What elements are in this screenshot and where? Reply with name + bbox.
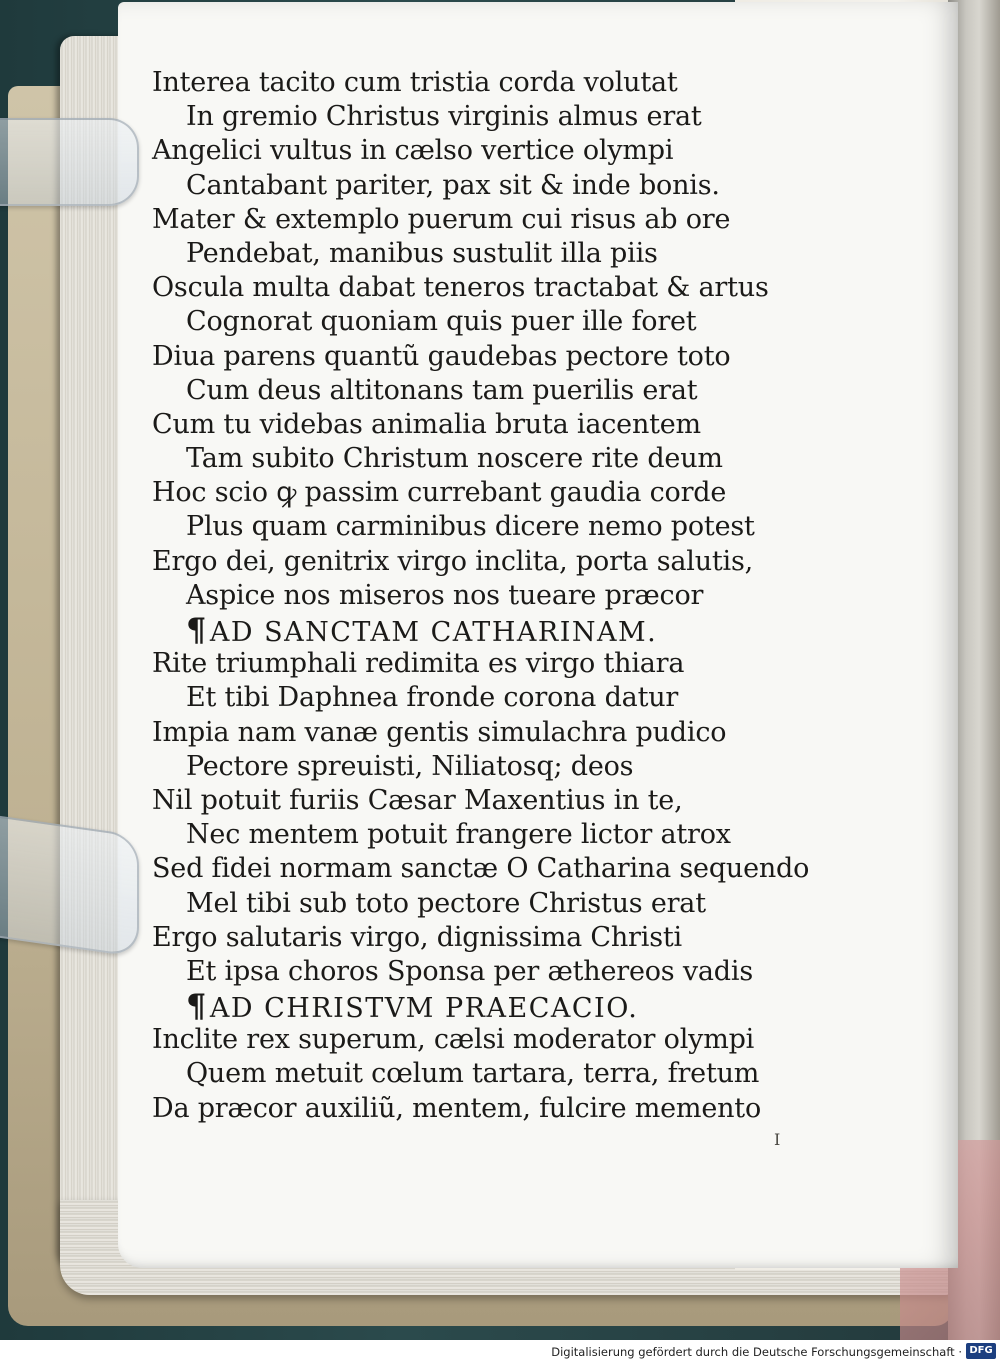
- verse-line: Cantabant pariter, pax sit & inde bonis.: [186, 169, 720, 201]
- dfg-logo: DFG: [966, 1343, 996, 1359]
- verse-line: Sed fidei normam sanctæ O Catharina sequendo: [152, 853, 810, 885]
- verse-line: Quem metuit cœlum tartara, terra, fretum: [186, 1058, 760, 1090]
- verse-line: Cognorat quoniam quis puer ille foret: [186, 306, 697, 338]
- verse-line: Hoc scio ꝙ passim currebant gaudia corde: [152, 477, 727, 509]
- verse-line: Et tibi Daphnea fronde corona datur: [186, 682, 679, 714]
- footer-credit: Digitalisierung gefördert durch die Deutsche Forschungsgemeinschaft ·: [551, 1345, 962, 1359]
- verse-line: Mel tibi sub toto pectore Christus erat: [186, 887, 706, 919]
- page-clip-bottom: [0, 815, 139, 958]
- page-clip-top: [0, 118, 139, 206]
- verse-line: Da præcor auxiliũ, mentem, fulcire memento: [152, 1092, 762, 1124]
- verse-line: Oscula multa dabat teneros tractabat & artus: [152, 272, 769, 304]
- verse-line: Plus quam carminibus dicere nemo potest: [186, 511, 755, 543]
- heading-text: AD SANCTAM CATHARINAM.: [209, 617, 658, 648]
- verse-line: In gremio Christus virginis almus erat: [186, 101, 702, 133]
- verse-line: Impia nam vanæ gentis simulachra pudico: [152, 716, 727, 748]
- verse-line: Cum tu videbas animalia bruta iacentem: [152, 408, 701, 440]
- section-heading: [152, 987, 809, 1026]
- verse-line: Nec mentem potuit frangere lictor atrox: [186, 819, 731, 851]
- verse-line: Inclite rex superum, cælsi moderator olympi: [152, 1024, 755, 1056]
- verse-line: Aspice nos miseros nos tueare præcor: [186, 579, 704, 611]
- verse-line: Cum deus altitonans tam puerilis erat: [186, 374, 698, 406]
- verse-line: Interea tacito cum tristia corda volutat: [152, 67, 678, 98]
- page-text: [152, 66, 809, 1126]
- verse-line: Nil potuit furiis Cæsar Maxentius in te,: [152, 784, 683, 816]
- signature-mark: I: [774, 1130, 781, 1149]
- verse-line: Angelici vultus in cælso vertice olympi: [152, 135, 674, 167]
- heading-text: AD CHRISTVM PRAECACIO.: [209, 993, 639, 1025]
- section-heading: [152, 613, 809, 647]
- pilcrow-mark: ¶: [186, 987, 208, 1026]
- pilcrow-mark: ¶: [186, 611, 208, 649]
- verse-line: Mater & extemplo puerum cui risus ab ore: [152, 203, 731, 235]
- verse-line: Et ipsa choros Sponsa per æthereos vadis: [186, 955, 753, 987]
- verse-line: Diua parens quantũ gaudebas pectore toto: [152, 340, 731, 372]
- verse-line: Ergo salutaris virgo, dignissima Christi: [152, 921, 682, 953]
- book-page: [118, 2, 958, 1268]
- verse-line: Tam subito Christum noscere rite deum: [186, 443, 723, 475]
- verse-line: Pendebat, manibus sustulit illa piis: [186, 237, 658, 269]
- verse-line: Pectore spreuisti, Niliatosq; deos: [186, 750, 634, 782]
- verse-line: Rite triumphali redimita es virgo thiara: [152, 648, 685, 680]
- verse-line: Ergo dei, genitrix virgo inclita, porta salutis,: [152, 545, 754, 577]
